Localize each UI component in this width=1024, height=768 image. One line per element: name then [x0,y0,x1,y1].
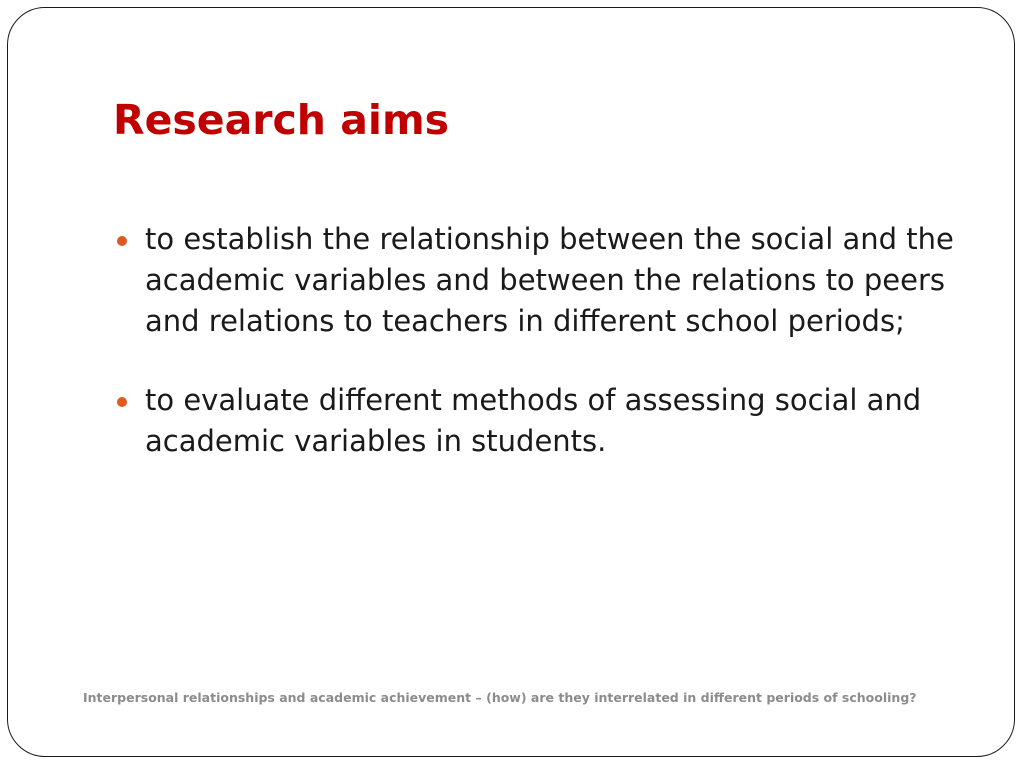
bullet-item [113,380,973,462]
bullet-dot-icon [117,397,127,407]
slide-footer: Interpersonal relationships and academic achievement – (how) are they interrelated in different periods of schooling? [83,690,917,705]
bullet-dot-icon [117,236,127,246]
bullet-list [113,219,973,500]
bullet-item [113,219,973,342]
bullet-text: to evaluate different methods of assessing social and academic variables in students. [145,383,922,458]
bullet-text: to establish the relationship between the social and the academic variables and between the relations to peers and relations to teachers in different school periods; [145,222,954,338]
slide-title: Research aims [113,96,450,144]
